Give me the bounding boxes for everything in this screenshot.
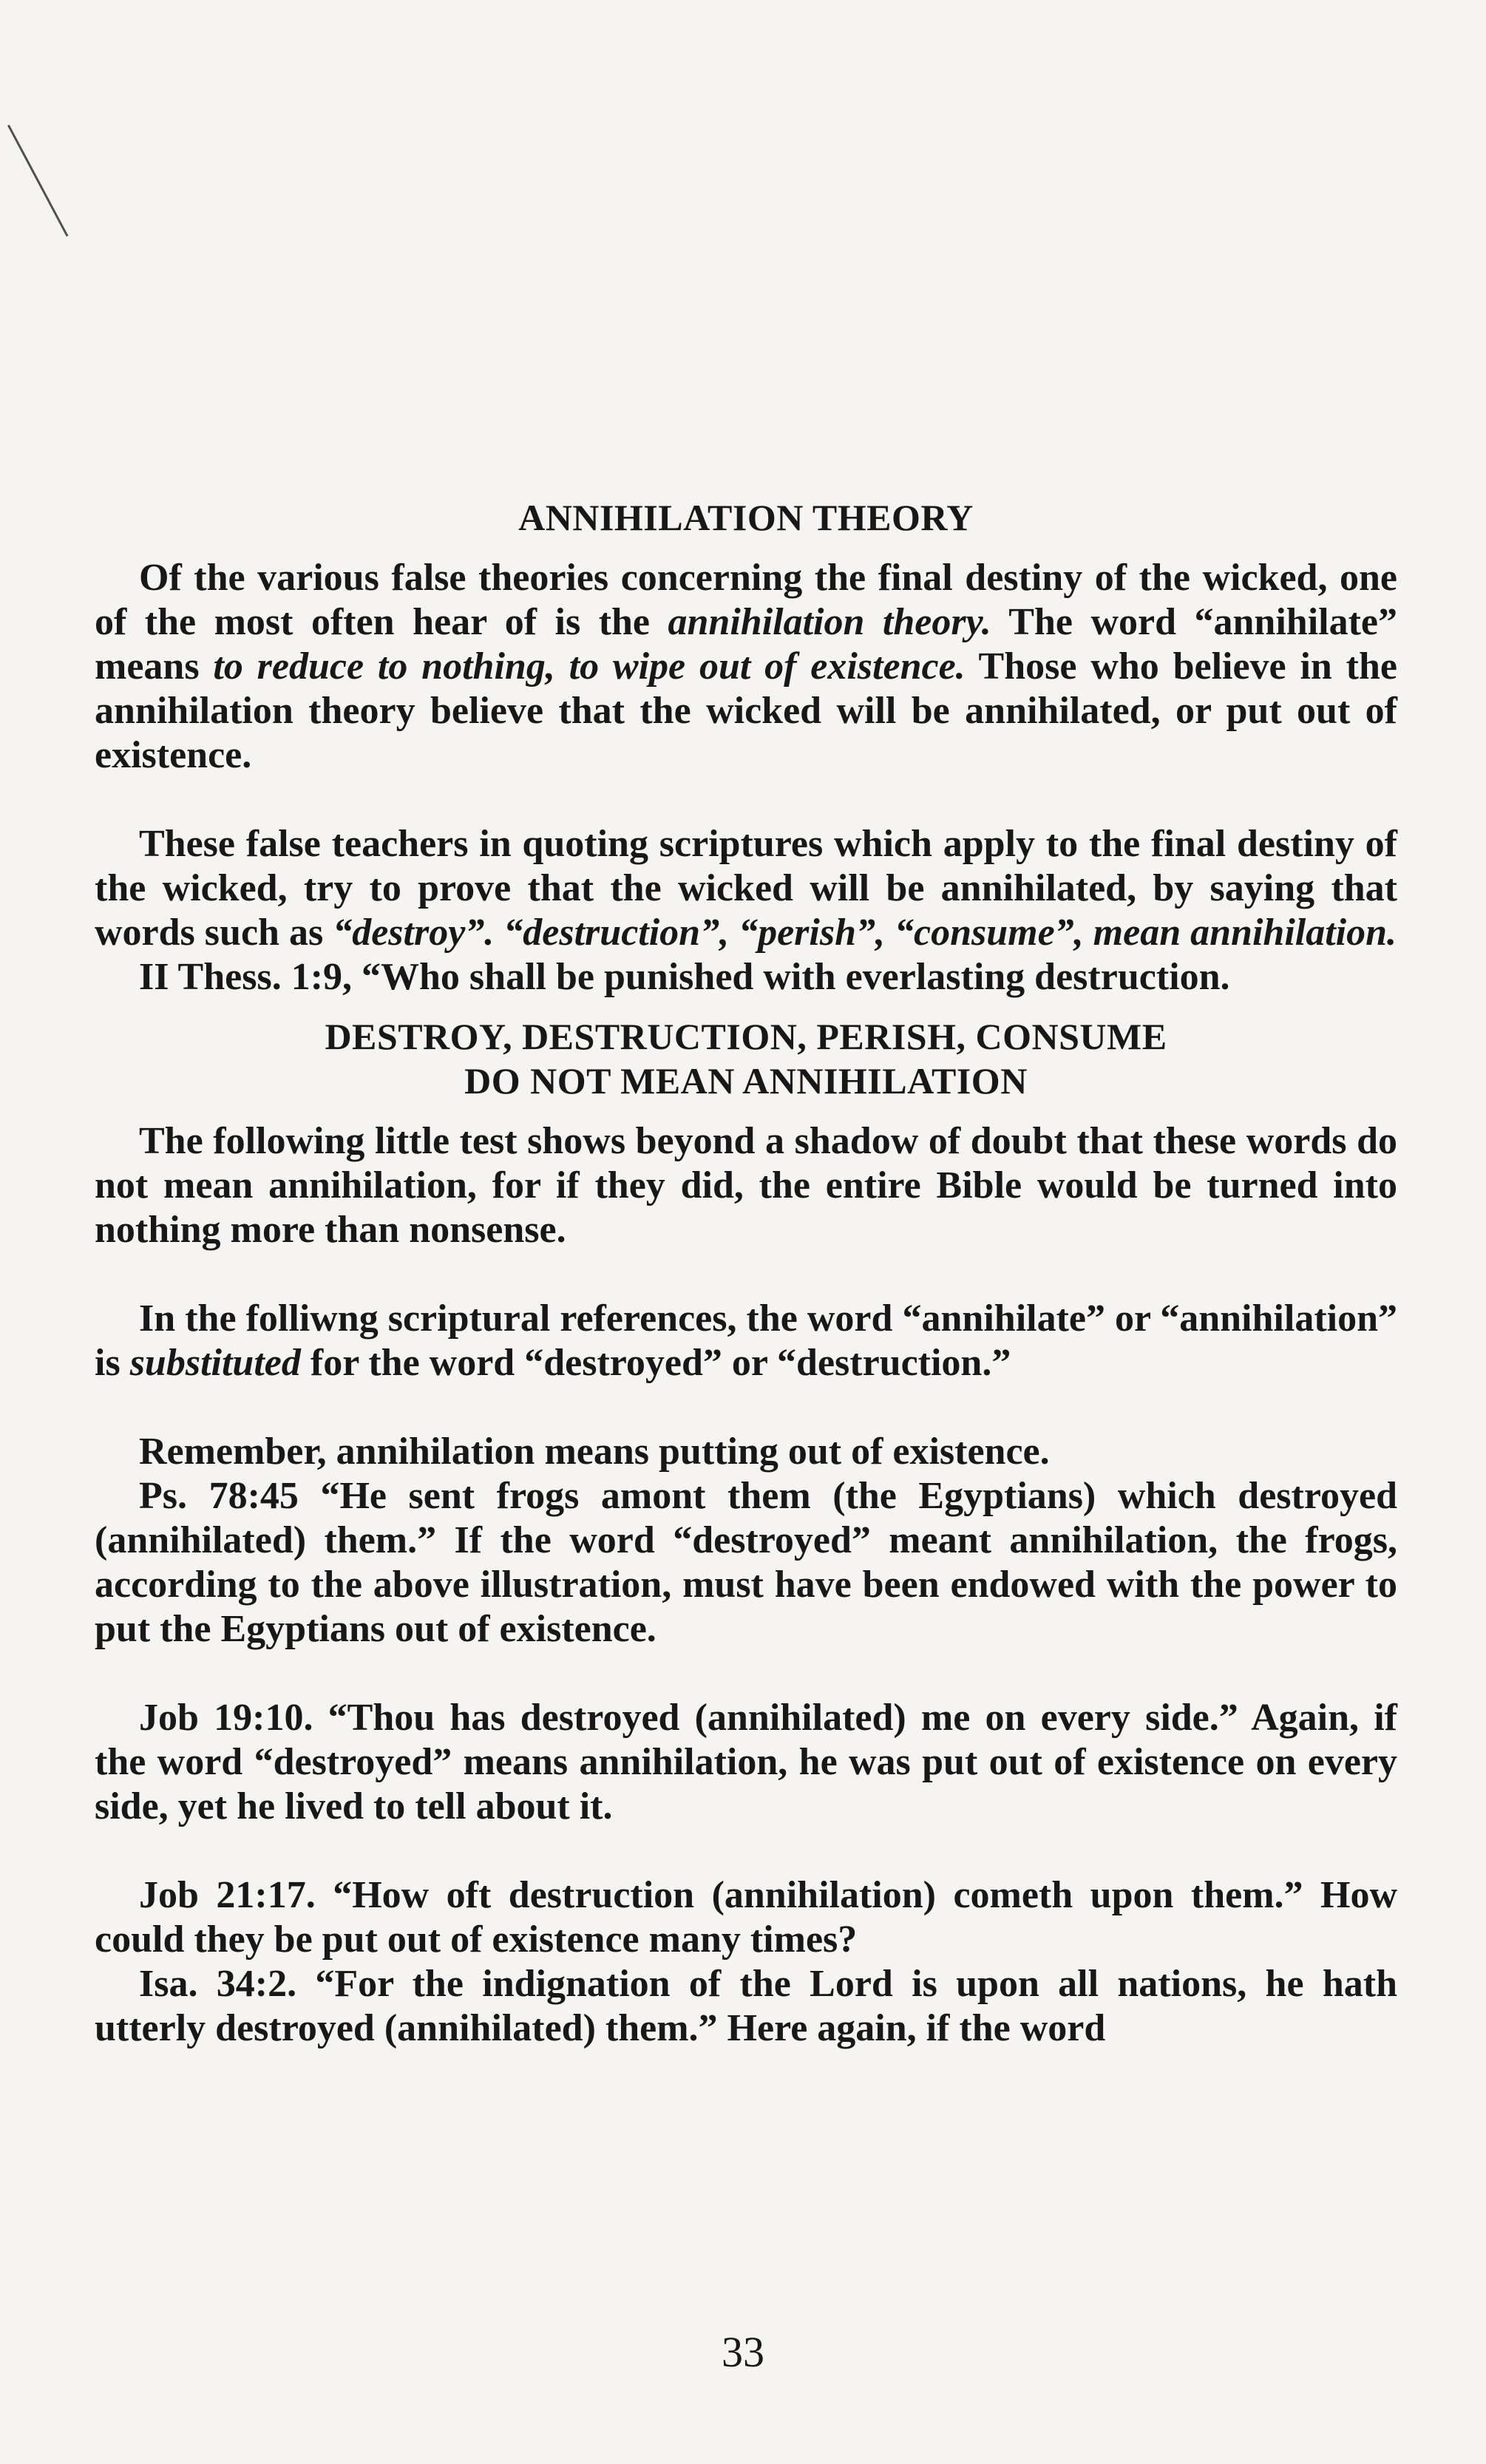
paragraph-substitution — [95, 1297, 1397, 1385]
paragraph-intro-emphasis-d: to reduce to nothing, to wipe out of existence. — [213, 645, 966, 688]
paragraph-false-teachers-text: These false teachers in quoting scriptures which apply to the final destiny of the wicked, try to prove that the wicked will be annihilated, by saying that words such as — [95, 823, 1397, 954]
paragraph-substitution-emphasis: substituted — [129, 1342, 301, 1384]
paragraph-false-teachers-emphasis: “destroy”. “destruction”, “perish”, “consume”, mean annihilation. — [333, 912, 1397, 954]
paragraph-little-test: The following little test shows beyond a shadow of doubt that these words do not mean annihilation, for if they did, the entire Bible would be turned into nothing more than nonsense. — [95, 1120, 1397, 1251]
paragraph-substitution-text-a: In the folliwng scriptural references, the word “annihilate” or “annihilation” is — [95, 1297, 1397, 1384]
paragraph-intro-text-a: Of the various false theories concerning the final destiny of the wicked, one of the most often hear of is the — [95, 557, 1397, 643]
paragraph-isaiah-34: Isa. 34:2. “For the indignation of the Lord is upon all nations, he hath utterly destroyed (annihilated) them.” Here again, if the word — [95, 1963, 1397, 2049]
paragraph-intro — [95, 556, 1397, 778]
page-number: 33 — [722, 2328, 764, 2376]
paragraph-substitution-text-c: for the word “destroyed” or “destruction.” — [300, 1342, 1011, 1384]
page-edge-mark — [7, 125, 68, 237]
text-column — [95, 495, 1397, 2051]
paragraph-job-19: Job 19:10. “Thou has destroyed (annihilated) me on every side.” Again, if the word “destroyed” means annihilation, he was put out of existence on every side, yet he lived to tell about it. — [95, 1697, 1397, 1827]
paragraph-intro-text-c: The word “annihilate” means — [95, 601, 1398, 688]
paragraph-psalm-78: Ps. 78:45 “He sent frogs amont them (the Egyptians) which destroyed (annihilated) them.” If the word “destroyed” meant annihilation, the frogs, according to the above illustration, must have been endowed with the power to put the Egyptians out of existence. — [95, 1475, 1397, 1650]
paragraph-thess-quote: II Thess. 1:9, “Who shall be punished with everlasting destruction. — [139, 956, 1230, 998]
paragraph-intro-text-e: Those who believe in the annihilation theory believe that the wicked will be annihilated, or put out of existence. — [95, 645, 1397, 776]
paragraph-job-21: Job 21:17. “How oft destruction (annihilation) cometh upon them.” How could they be put out of existence many times? — [95, 1874, 1397, 1961]
heading-destroy-line-1: DESTROY, DESTRUCTION, PERISH, CONSUME — [325, 1016, 1167, 1057]
heading-destroy-destruction — [95, 1014, 1397, 1103]
paragraph-remember: Remember, annihilation means putting out of existence. — [139, 1430, 1050, 1473]
paragraph-false-teachers — [95, 822, 1397, 955]
heading-annihilation-theory: ANNIHILATION THEORY — [518, 497, 974, 538]
heading-destroy-line-2: DO NOT MEAN ANNIHILATION — [464, 1060, 1028, 1102]
paragraph-intro-emphasis-b: annihilation theory. — [668, 601, 991, 643]
